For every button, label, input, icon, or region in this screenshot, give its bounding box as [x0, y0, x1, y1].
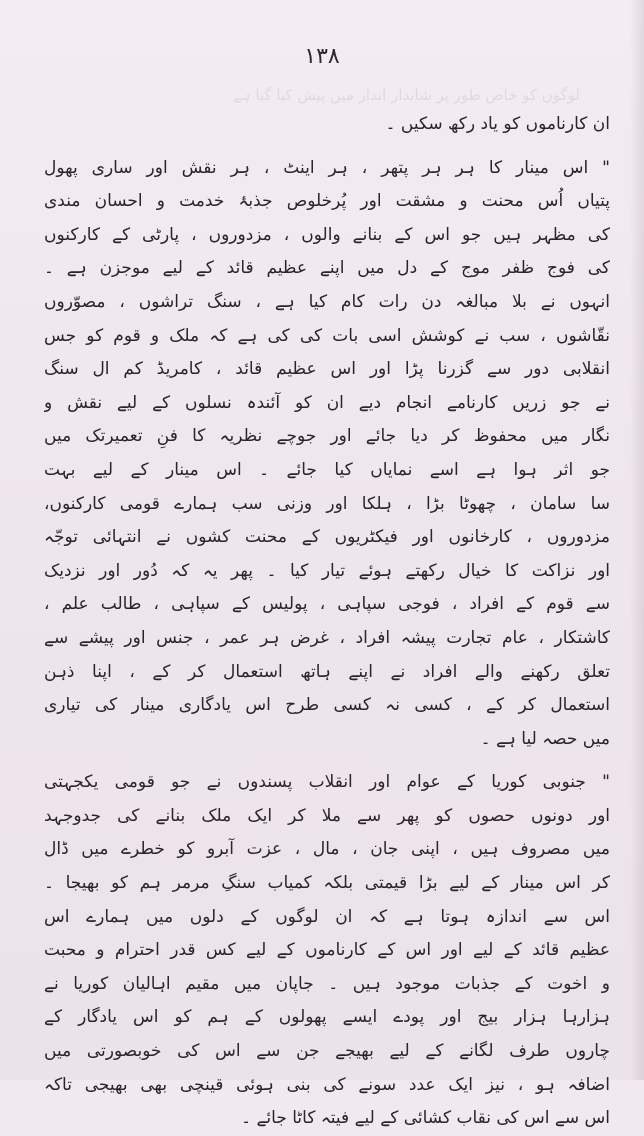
text-line: استعمال کر کے ، کسی نہ کسی طرح اس یادگاری مینار کی تیاری	[44, 695, 610, 716]
text-line: " جنوبی کوریا کے عوام اور انقلاب پسندوں نے جو قومی یکجہتی	[44, 772, 610, 793]
text-line: نقّاشوں ، سب نے کوشش اسی بات کی کی ہے کہ ملک و قوم کو جس	[44, 325, 610, 346]
text-line: نے جو زریں کارنامے انجام دیے ان کو آئندہ نسلوں کے لیے نقش و	[44, 392, 610, 413]
paragraph	[44, 108, 610, 142]
text-line: پتیاں اُس محنت و مشقت اور پُرخلوص جذبۂ خدمت و احسان مندی	[44, 191, 610, 212]
text-line: کی فوج ظفر موج کے دل میں اپنے عظیم قائد کے لیے موجزن ہے ۔	[44, 258, 610, 279]
text-line: انقلابی دور سے گزرنا پڑا اور اس عظیم قائد ، کامریڈ کم ال سنگ	[44, 359, 610, 380]
text-line: عظیم قائد کے لیے اور اس کے کارناموں کے لیے کس قدر احترام و محبت	[44, 940, 610, 961]
page-body-text	[44, 108, 610, 1136]
text-line: نگار میں محفوظ کر دیا جائے اور جوچے نظریہ کا فنِ تعمیرتک میں	[44, 426, 610, 447]
text-line: ان کارناموں کو یاد رکھ سکیں ۔	[385, 114, 610, 134]
text-line: " اس مینار کا ہر ہر پتھر ، ہر اینٹ ، ہر نقش اور ساری پھول	[44, 157, 610, 178]
page-number: ١٣٨	[304, 44, 340, 69]
text-line: تعلق رکھنے والے افراد نے اپنے ہاتھ استعمال کر کے ، اپنا ذہن	[44, 661, 610, 682]
text-line: چاروں طرف لگانے کے لیے بھیجے جن سے اس کی خوبصورتی میں	[44, 1041, 610, 1062]
text-line: و اخوت کے جذبات موجود ہیں ۔ جاپان میں مقیم اہالیان کوریا نے	[44, 973, 610, 994]
text-line: سے قوم کے افراد ، فوجی سپاہی ، پولیس کے سپاہی ، طالب علم ،	[44, 594, 610, 615]
text-line: ہزارہا ہزار بیج اور پودے ایسے پھولوں کے ہم کو اس یادگار کے	[44, 1007, 610, 1028]
text-line: اضافہ ہو ، نیز ایک عدد سونے کی بنی ہوئی قینچی بھی بھیجی تاکہ	[44, 1074, 610, 1095]
text-line: اور دونوں حصوں کو پھر سے ملا کر ایک ملک بنانے کی جدوجہد	[44, 805, 610, 826]
paragraph-gap	[44, 142, 610, 152]
text-line: انہوں نے بلا مبالغہ دن رات کام کیا ہے ، سنگ تراشوں ، مصوّروں	[44, 291, 610, 312]
text-line: میں حصہ لیا ہے ۔	[480, 728, 610, 749]
text-line: کر اس مینار کے لیے بڑا قیمتی بلکہ کمیاب سنگِ مرمر ہم کو بھیجا ۔	[44, 873, 610, 894]
paragraph	[44, 766, 610, 1136]
text-line: سا سامان ، چھوٹا بڑا ، ہلکا اور وزنی سب ہمارے قومی کارکنوں،	[44, 493, 610, 514]
bleed-through-text: لوگوں کو خاص طور پر شاندار انداز میں پیش کیا گیا ہے	[232, 86, 580, 104]
text-line: مزدوروں ، کارخانوں اور فیکٹریوں کے محنت کشوں نے انتہائی توجّہ	[44, 527, 610, 548]
text-line: میں مصروف ہیں ، اپنی جان ، مال ، عزت آبرو کو خطرے میں ڈال	[44, 839, 610, 860]
page-edge-shadow	[630, 0, 644, 1080]
text-line: کی مظہر ہیں جو اس کے بنانے والوں ، مزدوروں ، پارٹی کے کارکنوں	[44, 224, 610, 245]
text-line: اور نزاکت کا خیال رکھتے ہوئے تیار کیا ۔ پھر یہ کہ دُور اور نزدیک	[44, 560, 610, 581]
paragraph-gap	[44, 756, 610, 766]
text-line: اس سے اندازہ ہوتا ہے کہ ان لوگوں کے دلوں میں ہمارے اس	[44, 906, 610, 927]
text-line: اس سے اس کی نقاب کشائی کے لیے فیتہ کاٹا جائے ۔	[241, 1108, 610, 1129]
paragraph	[44, 152, 610, 757]
text-line: جو اثر ہوا ہے اسے نمایاں کیا جائے ۔ اس مینار کے لیے بہت	[44, 459, 610, 480]
text-line: کاشتکار ، عام تجارت پیشہ افراد ، غرض ہر عمر ، جنس اور پیشے سے	[44, 627, 610, 648]
